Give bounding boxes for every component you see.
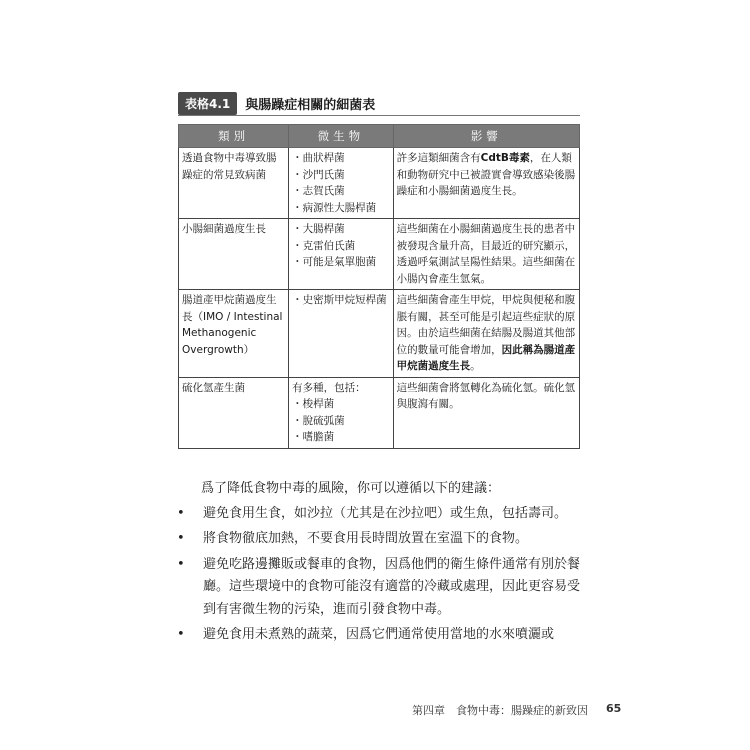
cell-microbes	[289, 377, 393, 448]
cell-category: 透過食物中毒導致腸躁症的常見致病菌	[179, 148, 289, 219]
page-footer	[412, 702, 621, 718]
effect-bold-text: CdtB毒素	[480, 152, 530, 164]
caption-divider	[178, 115, 580, 116]
bullet-icon: •	[177, 627, 185, 642]
list-item	[175, 528, 587, 551]
intro-paragraph: 爲了降低食物中毒的風險，你可以遵循以下的建議：	[201, 481, 501, 496]
microbe-item: ・嗜膽菌	[292, 431, 335, 443]
cell-effect	[393, 377, 579, 448]
list-item-text: 避免食用未煮熟的蔬菜，因爲它們通常使用當地的水來噴灑或	[203, 627, 555, 642]
header-category: 類別	[179, 125, 289, 148]
microbe-item: ・志賀氏菌	[292, 185, 345, 197]
header-microbes: 微生物	[289, 125, 393, 148]
cell-effect	[393, 290, 579, 378]
microbe-item: ・病源性大腸桿菌	[292, 201, 377, 214]
effect-text: 這些細菌在小腸細菌過度生長的患者中被發現含量升高，目最近的研究顯示，透過呼氣測試呈陽性結果。這些細菌在小腸內會產生氫氣。	[396, 223, 576, 285]
list-item	[175, 554, 587, 622]
bacteria-table	[178, 124, 580, 449]
header-effect: 影響	[393, 125, 579, 148]
page-number: 65	[606, 702, 622, 715]
effect-text: 許多這類細菌含有	[396, 152, 481, 164]
microbe-item: ・克雷伯氏菌	[292, 239, 356, 252]
table-row	[179, 377, 580, 448]
cell-category: 腸道產甲烷菌過度生長（IMO / Intestinal Methanogenic Overgrowth）	[179, 290, 289, 378]
list-item	[175, 503, 587, 526]
table-row	[179, 148, 580, 219]
effect-text: ，在人類和動物研究中已被證實會導致感染後腸躁症和小腸細菌過度生長。	[396, 152, 576, 197]
list-item-text: 避免吃路邊攤販或餐車的食物，因爲他們的衛生條件通常有別於餐廳。這些環境中的食物可能沒有適當的冷藏或處理，因此更容易受到有害微生物的污染，進而引發食物中毒。	[203, 556, 581, 617]
cell-microbes	[289, 219, 393, 290]
list-item-text: 避免食用生食，如沙拉（尤其是在沙拉吧）或生魚，包括壽司。	[203, 505, 568, 521]
table-caption	[178, 92, 375, 115]
microbe-item: ・史密斯甲烷短桿菌	[292, 294, 387, 306]
microbe-item: ・可能是氣單胞菌	[292, 256, 377, 268]
effect-text: 。	[470, 360, 481, 372]
advice-list	[175, 503, 587, 647]
list-item-text: 將食物徹底加熱，不要食用長時間放置在室溫下的食物。	[203, 531, 529, 546]
effect-bold-text: 因此稱為腸道產甲烷菌過度生長	[396, 343, 576, 372]
microbe-item: ・脫硫弧菌	[292, 414, 345, 427]
list-item	[175, 624, 587, 647]
effect-text: 這些細菌會將氫轉化為硫化氫。硫化氫與腹瀉有關。	[396, 381, 576, 410]
bullet-icon: •	[177, 531, 185, 546]
microbe-item: ・梭桿菌	[292, 398, 335, 410]
body-text	[175, 478, 587, 650]
microbe-item: ・大腸桿菌	[292, 223, 345, 235]
table-title: 與腸躁症相關的細菌表	[245, 98, 376, 113]
cell-category: 小腸細菌過度生長	[179, 219, 289, 290]
microbe-item: 有多種，包括：	[292, 381, 366, 394]
cell-effect	[393, 148, 579, 219]
effect-text: 這些細菌會產生甲烷，甲烷與便秘和腹脹有關，甚至可能是引起這些症狀的原因。由於這些細菌在結腸及腸道其他部位的數量可能會增加，	[396, 294, 576, 356]
bullet-icon: •	[177, 505, 185, 521]
cell-effect	[393, 219, 579, 290]
microbe-item: ・沙門氏菌	[292, 168, 345, 181]
table-number-badge: 表格4.1	[178, 92, 237, 115]
chapter-title: 第四章 食物中毒：腸躁症的新致因	[412, 704, 588, 717]
microbe-item: ・曲狀桿菌	[292, 152, 345, 164]
cell-category: 硫化氫產生菌	[179, 377, 289, 448]
cell-microbes	[289, 290, 393, 378]
bullet-icon: •	[177, 556, 185, 572]
table-row	[179, 219, 580, 290]
cell-microbes	[289, 148, 393, 219]
table-row	[179, 290, 580, 378]
